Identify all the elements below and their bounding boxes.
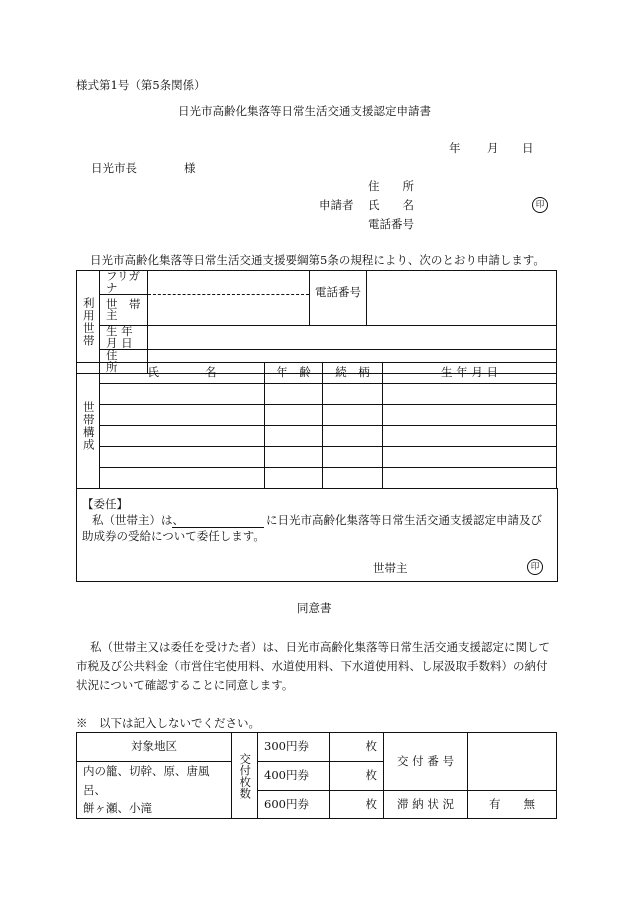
office-note: ※ 以下は記入しないでください。 [76,716,260,730]
member-relation-cell[interactable] [323,426,383,447]
member-relation-cell[interactable] [323,405,383,426]
household-section-label: 利用世帯 [77,271,100,374]
delegation-heading: 【委任】 [82,497,128,511]
birthdate-label: 生 年 月 日 [100,326,148,350]
intro-text: 日光市高齢化集落等日常生活交通支援要綱第5条の規程により、次のとおり申請します。 [90,253,545,267]
area-header: 対象地区 [77,733,232,762]
member-row [77,384,557,405]
applicant-label: 申請者 [319,198,354,212]
ticket-600-label: 600円券 [258,791,330,819]
member-age-cell[interactable] [265,384,323,405]
members-header-relation: 続 柄 [323,363,383,384]
applicant-phone-label: 電話番号 [368,217,414,231]
issue-number-label: 交 付 番 号 [384,733,468,791]
member-birth-cell[interactable] [383,468,557,489]
member-age-cell[interactable] [265,426,323,447]
date-year: 年 [449,141,461,155]
addressee-sama: 様 [184,161,196,175]
member-relation-cell[interactable] [323,468,383,489]
members-section-label: 世帯構成 [77,363,100,489]
applicant-name-label: 氏 名 [368,198,414,212]
delegation-line2: 助成券の受給について委任します。 [82,529,265,543]
member-birth-cell[interactable] [383,426,557,447]
furigana-value[interactable] [148,271,310,295]
form-number: 様式第1号（第5条関係） [76,78,206,92]
consent-title: 同意書 [297,601,332,615]
members-header-age: 年 齢 [265,363,323,384]
consent-line2: 市税及び公共料金（市営住宅使用料、水道使用料、下水道使用料、し尿汲取手数料）の納付 [76,659,548,673]
delegation-line1-post: に日光市高齢化集落等日常生活交通支援認定申請及び [266,513,542,527]
delegate-name-blank[interactable] [172,527,264,528]
area-line1: 内の籠、切幹、原、唐風呂、 [83,764,210,797]
phone-value[interactable] [367,271,557,326]
members-header-name: 氏 名 [100,363,265,384]
member-birth-cell[interactable] [383,447,557,468]
member-relation-cell[interactable] [323,447,383,468]
member-row [77,468,557,489]
delegation-line1-pre: 私（世帯主）は、 [92,513,184,527]
member-name-cell[interactable] [100,405,265,426]
ticket-400-label: 400円券 [258,762,330,791]
applicant-address-label: 住 所 [368,179,414,193]
member-relation-cell[interactable] [323,384,383,405]
office-table [76,732,557,819]
member-name-cell[interactable] [100,384,265,405]
members-header-birth: 生 年 月 日 [383,363,557,384]
members-table [76,362,557,489]
furigana-label: フリガナ [100,271,148,295]
date-day: 日 [522,141,534,155]
member-age-cell[interactable] [265,468,323,489]
member-name-cell[interactable] [100,447,265,468]
ticket-300-label: 300円券 [258,733,330,762]
household-head-label: 世 帯 主 [100,295,148,326]
applicant-seal: 印 [532,197,548,213]
consent-line3: 状況について確認することに同意します。 [76,678,294,692]
addressee-mayor: 日光市長 [91,161,137,175]
payment-status-value[interactable]: 有 無 [468,791,557,819]
area-line2: 餅ヶ瀬、小滝 [83,801,152,816]
member-row [77,447,557,468]
member-name-cell[interactable] [100,468,265,489]
member-name-cell[interactable] [100,426,265,447]
member-age-cell[interactable] [265,447,323,468]
payment-status-label: 滞 納 状 況 [384,791,468,819]
ticket-400-unit: 枚 [330,762,384,791]
member-age-cell[interactable] [265,405,323,426]
consent-line1: 私（世帯主又は委任を受けた者）は、日光市高齢化集落等日常生活交通支援認定に関して [90,640,550,654]
household-table [76,270,557,374]
household-head-value[interactable] [148,295,310,326]
member-birth-cell[interactable] [383,405,557,426]
area-list [77,762,232,819]
issue-number-value[interactable] [468,733,557,791]
date-month: 月 [487,141,499,155]
phone-label: 電話番号 [310,271,367,326]
delegation-seal: 印 [527,559,543,575]
member-birth-cell[interactable] [383,384,557,405]
address-label: 住 所 [100,350,148,374]
form-title: 日光市高齢化集落等日常生活交通支援認定申請書 [178,104,431,118]
ticket-600-unit: 枚 [330,791,384,819]
issue-count-label: 交付枚数 [232,733,258,819]
ticket-300-unit: 枚 [330,733,384,762]
member-row [77,405,557,426]
member-row [77,426,557,447]
birthdate-value[interactable] [148,326,557,350]
delegation-signer-label: 世帯主 [373,561,408,575]
